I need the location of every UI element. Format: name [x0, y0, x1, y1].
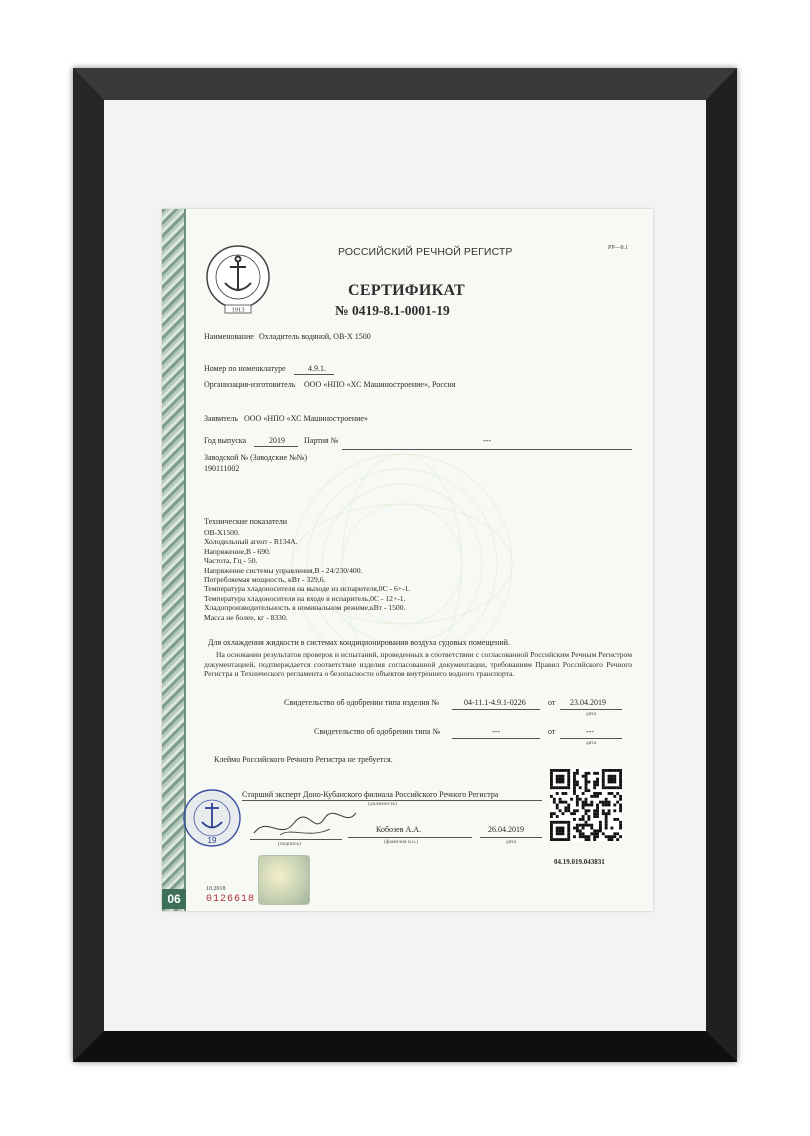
stamp-note: Клеймо Российского Речного Регистра не требуется.	[214, 755, 393, 764]
underline	[348, 837, 472, 838]
approval-2-date-caption: дата	[586, 740, 597, 746]
approval-2-date: ---	[586, 727, 594, 736]
signature-date: 26.04.2019	[488, 825, 524, 834]
spec-line: Масса не более, кг - 8330.	[204, 612, 288, 622]
underline	[250, 839, 342, 840]
year-label: Год выпуска	[204, 436, 247, 445]
spec-line: Потребляемая мощность, кВт - 329,6.	[204, 575, 326, 585]
underline	[480, 837, 542, 838]
qr-code	[550, 769, 622, 841]
batch-label: Партия №	[304, 436, 339, 445]
form-code: РР—8.1	[608, 245, 629, 251]
signature-date-caption: дата	[506, 839, 517, 845]
approval-2-number: ---	[492, 727, 500, 736]
name-label: Наименование	[204, 332, 254, 341]
underline	[560, 738, 622, 739]
applicant-label: Заявитель	[204, 414, 238, 423]
nomenclature-label: Номер по номенклатуре	[204, 364, 286, 373]
approval-1-date: 23.04.2019	[570, 698, 606, 707]
blank-serial-number: 0126618	[206, 894, 256, 905]
spec-line: Температура хладоносителя на входе в испаритель,0С - 12+-1.	[204, 593, 406, 603]
seal-number: 19	[207, 836, 217, 845]
spec-line: Холодильный агент - R134A.	[204, 537, 298, 547]
spec-line: Температура хладоносителя на выходе из испарителя,0С - 6+-1.	[204, 584, 411, 594]
spec-line: Напряжение системы управления,В - 24/230/400.	[204, 565, 363, 575]
batch-value: ---	[483, 436, 491, 445]
underline	[560, 709, 622, 710]
underline	[452, 709, 540, 710]
serial-label: Заводской № (Заводские №№)	[204, 453, 308, 462]
manufacturer-value: ООО «НПО «ХС Машиностроение», Россия	[304, 380, 456, 389]
underline	[294, 374, 334, 375]
name-value: Охладитель водяной, ОВ-Х 1500	[259, 332, 371, 341]
certificate	[162, 209, 653, 911]
name-caption: (фамилия и.о.)	[384, 839, 419, 845]
purpose-text: Для охлаждения жидкости в системах кондиционирования воздуха судовых помещений.	[208, 638, 510, 647]
underline	[452, 738, 540, 739]
registry-title: РОССИЙСКИЙ РЕЧНОЙ РЕГИСТР	[338, 246, 513, 258]
spec-line: Напряжение,В - 690.	[204, 546, 271, 556]
signer-name: Кобозев А.А.	[376, 825, 422, 834]
logo-year: 1913	[231, 306, 245, 314]
signer-position: Старший эксперт Доно-Кубанского филиала Российского Речного Регистра	[242, 790, 499, 799]
underline	[254, 446, 298, 447]
spec-line: Хладопроизводительность в номинальном режиме,кВт - 1500.	[204, 603, 406, 613]
approval-1-date-caption: дата	[586, 711, 597, 717]
certificate-title: СЕРТИФИКАТ	[348, 282, 465, 299]
signature-caption: (подпись)	[278, 841, 301, 847]
position-caption: (должность)	[368, 801, 397, 807]
applicant-value: ООО «НПО «ХС Машиностроение»	[244, 414, 368, 423]
basis-text: На основании результатов проверок и испытаний, проведенных в соответствии с согласованной Российским Речным Регистром документацией, подтверждается соответствие изделия согласованной документации, требованиям Правил Российского Речного Регистра и Технического регламента о безопасности объектов внутреннего водного транспорта.	[204, 650, 632, 679]
approval-2-label: Свидетельство об одобрении типа №	[314, 727, 441, 736]
specs-list	[204, 528, 410, 622]
certificate-number: № 0419-8.1-0001-19	[335, 303, 450, 318]
official-seal-anchor-icon	[182, 787, 242, 849]
approval-1-label: Свидетельство об одобрении типа изделия №	[284, 698, 439, 707]
approval-2-from: от	[548, 727, 556, 736]
hologram-sticker-anchor-icon	[258, 855, 310, 905]
qr-code-number: 04.19.019.043831	[554, 858, 605, 866]
approval-1-from: от	[548, 698, 556, 707]
specs-heading: Технические показатели	[204, 517, 288, 526]
registry-logo-anchor-icon	[205, 241, 271, 331]
manufacturer-label: Организация-изготовитель	[204, 380, 296, 389]
form-date: 10.2018	[206, 886, 226, 892]
serial-value: 190111002	[204, 464, 240, 473]
approval-1-number: 04-11.1-4.9.1-0226	[464, 698, 526, 707]
strip-number: 06	[162, 889, 186, 909]
nomenclature-value: 4.9.1.	[308, 364, 326, 373]
year-value: 2019	[269, 436, 285, 445]
underline	[342, 449, 632, 450]
spec-line: ОВ-X1500.	[204, 528, 240, 537]
spec-line: Частота, Гц - 50.	[204, 556, 258, 566]
